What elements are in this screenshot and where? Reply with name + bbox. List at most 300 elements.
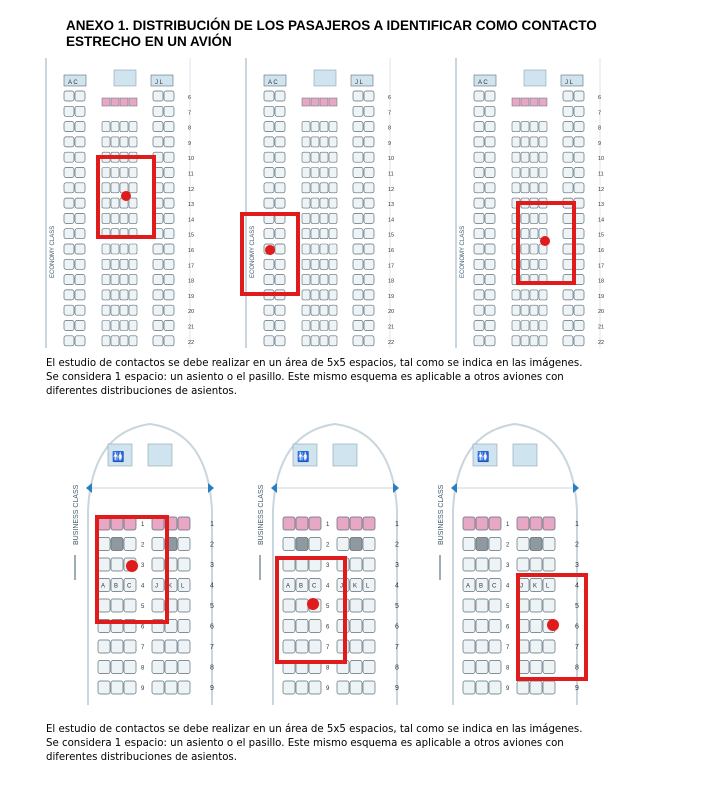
seat (164, 152, 174, 162)
row-number: 3 (210, 562, 214, 569)
seat (530, 168, 538, 178)
row-number-center: 2 (141, 542, 145, 549)
seat (153, 259, 163, 269)
row-number: 10 (598, 156, 605, 163)
seat (153, 91, 163, 101)
seat (485, 244, 495, 254)
seat (178, 517, 190, 530)
row-number: 19 (388, 293, 395, 300)
paragraph-2-line-1: El estudio de contactos se debe realizar en un área de 5x5 espacios, tal como se indica en las imágenes. (46, 724, 583, 735)
seat (320, 183, 328, 193)
header-mid-seat (539, 98, 547, 106)
seat (485, 122, 495, 132)
seat (521, 290, 529, 300)
seat (64, 183, 74, 193)
seat (264, 122, 274, 132)
index-passenger-dot (547, 619, 559, 631)
seat (275, 168, 285, 178)
seat (364, 321, 374, 331)
seat (111, 290, 119, 300)
title-line-2: ESTRECHO EN UN AVIÓN (66, 34, 232, 49)
seat (178, 558, 190, 571)
seat (111, 213, 119, 223)
seat (164, 290, 174, 300)
seat (102, 244, 110, 254)
class-label: BUSINESS CLASS (73, 484, 80, 545)
seat (563, 137, 573, 147)
row-number: 20 (188, 309, 195, 316)
seat (474, 213, 484, 223)
seat (111, 137, 119, 147)
seat (111, 661, 123, 674)
seat (283, 599, 295, 612)
seat (539, 321, 547, 331)
seat (178, 640, 190, 653)
seat (350, 558, 362, 571)
seat (320, 229, 328, 239)
business-seatmap-2 (255, 420, 420, 705)
row-number: 9 (210, 685, 214, 692)
seat (364, 213, 374, 223)
seat (364, 91, 374, 101)
seat (120, 137, 128, 147)
seat (178, 661, 190, 674)
seat (530, 640, 542, 653)
economy-seatmap-1-graphic (40, 58, 210, 348)
index-passenger-dot (121, 191, 131, 201)
seat (153, 290, 163, 300)
row-number: 15 (188, 232, 195, 239)
seat (364, 168, 374, 178)
seat (364, 122, 374, 132)
seat (102, 290, 110, 300)
seat (521, 336, 529, 346)
seat (474, 183, 484, 193)
seat (363, 599, 375, 612)
seat (563, 259, 573, 269)
seat (364, 336, 374, 346)
header-mid-seat (111, 98, 119, 106)
seat (302, 152, 310, 162)
row-number-center: 2 (506, 542, 510, 549)
row-number-center: 8 (506, 665, 510, 672)
seat (102, 198, 110, 208)
seat (124, 681, 136, 694)
seat (152, 558, 164, 571)
seat (275, 198, 285, 208)
seat (574, 152, 584, 162)
seat (539, 290, 547, 300)
header-left-letters: A C (68, 80, 78, 86)
seat (302, 336, 310, 346)
row-number: 6 (598, 95, 602, 101)
seat (64, 137, 74, 147)
seat (111, 275, 119, 285)
seat (275, 152, 285, 162)
seat (264, 336, 274, 346)
seat (521, 321, 529, 331)
seat (64, 168, 74, 178)
seat (275, 91, 285, 101)
seat (152, 661, 164, 674)
seat (75, 305, 85, 315)
seat (350, 681, 362, 694)
galley-icon (524, 70, 546, 86)
seat (64, 305, 74, 315)
economy-seatmap-3 (450, 58, 620, 348)
seat (539, 259, 547, 269)
seat (311, 152, 319, 162)
seat (296, 681, 308, 694)
seat (574, 91, 584, 101)
row-number: 8 (575, 664, 579, 672)
seat (574, 321, 584, 331)
seat (474, 198, 484, 208)
seat (329, 122, 337, 132)
seat (530, 661, 542, 674)
seat (463, 517, 475, 530)
seat (517, 517, 529, 530)
seat (275, 259, 285, 269)
seat (364, 106, 374, 116)
seat (311, 275, 319, 285)
row-number-center: 5 (141, 604, 145, 610)
row-number: 20 (388, 309, 395, 316)
seat (463, 681, 475, 694)
seat (517, 558, 529, 571)
seat (111, 558, 123, 571)
seat (517, 681, 529, 694)
seat-letter: L (181, 583, 185, 590)
seat (485, 198, 495, 208)
seat (275, 106, 285, 116)
row-number: 1 (575, 521, 579, 528)
seat (296, 599, 308, 612)
seat (364, 137, 374, 147)
seat-letter: J (520, 583, 523, 590)
seat (320, 168, 328, 178)
seat (164, 183, 174, 193)
seat (75, 91, 85, 101)
economy-seatmap-2 (240, 58, 410, 348)
seat (512, 122, 520, 132)
row-number: 15 (598, 232, 605, 239)
seat (337, 517, 349, 530)
seat (64, 213, 74, 223)
header-mid-seat (311, 98, 319, 106)
galley-icon (513, 444, 537, 466)
seat (152, 681, 164, 694)
row-number: 8 (188, 125, 192, 132)
row-number: 13 (598, 202, 605, 209)
row-number: 22 (598, 339, 605, 346)
seat (563, 321, 573, 331)
seat (275, 229, 285, 239)
seat (485, 213, 495, 223)
seat (543, 681, 555, 694)
seat (98, 538, 110, 551)
seat (489, 558, 501, 571)
row-number: 13 (188, 202, 195, 209)
row-number: 4 (575, 582, 579, 590)
seat (320, 198, 328, 208)
row-number-center: 2 (326, 542, 330, 549)
header-left-letters: A C (268, 80, 278, 86)
row-number: 19 (188, 293, 195, 300)
seat (124, 599, 136, 612)
business-seatmap-3 (435, 420, 600, 705)
seat (521, 152, 529, 162)
seat (363, 640, 375, 653)
seat (530, 681, 542, 694)
seat (264, 321, 274, 331)
seat (120, 168, 128, 178)
seat (476, 517, 488, 530)
seat (164, 137, 174, 147)
row-number: 7 (210, 644, 214, 651)
galley-icon (314, 70, 336, 86)
row-number-center: 1 (141, 522, 145, 528)
seat (329, 229, 337, 239)
seat (350, 620, 362, 633)
seat (302, 213, 310, 223)
seat (311, 336, 319, 346)
seat (489, 620, 501, 633)
seat (489, 661, 501, 674)
seat (485, 305, 495, 315)
row-number-center: 4 (506, 583, 510, 590)
seat (485, 321, 495, 331)
row-number-center: 6 (326, 624, 330, 631)
row-number-center: 3 (506, 563, 510, 569)
seat (530, 336, 538, 346)
index-passenger-dot (265, 245, 275, 255)
seat-letter: K (533, 583, 538, 590)
row-number-center: 6 (506, 624, 510, 631)
seat (275, 321, 285, 331)
seat (521, 305, 529, 315)
seat (474, 137, 484, 147)
index-passenger-dot (307, 598, 319, 610)
seat (543, 599, 555, 612)
seat (120, 275, 128, 285)
seat (350, 538, 362, 551)
seat (129, 244, 137, 254)
seat (563, 122, 573, 132)
seat (111, 321, 119, 331)
row-number: 11 (598, 171, 604, 178)
seat (275, 275, 285, 285)
seat (311, 290, 319, 300)
seat (264, 229, 274, 239)
seat (485, 290, 495, 300)
seat (463, 538, 475, 551)
header-mid-seat (530, 98, 538, 106)
seat (111, 198, 119, 208)
seat (353, 259, 363, 269)
seat (485, 152, 495, 162)
row-number: 8 (388, 125, 392, 132)
seat (311, 183, 319, 193)
seat (329, 290, 337, 300)
seat (563, 168, 573, 178)
seat (485, 168, 495, 178)
seat (474, 168, 484, 178)
paragraph-2-line-2: Se considera 1 espacio: un asiento o el pasillo. Este mismo esquema es aplicable a otros aviones con (46, 738, 564, 750)
seat (512, 137, 520, 147)
seat (102, 321, 110, 331)
seat-letter: J (340, 583, 343, 590)
seat (124, 661, 136, 674)
seat (521, 122, 529, 132)
seat (563, 91, 573, 101)
seat (539, 305, 547, 315)
row-number: 10 (188, 156, 195, 163)
seat (463, 558, 475, 571)
row-number: 2 (575, 541, 579, 549)
seat (102, 122, 110, 132)
seat (302, 183, 310, 193)
row-number: 6 (575, 623, 579, 631)
seat (530, 321, 538, 331)
seat (363, 538, 375, 551)
seat (512, 168, 520, 178)
seat (474, 290, 484, 300)
seat (120, 336, 128, 346)
seat-letter: C (312, 583, 317, 590)
row-number: 11 (388, 171, 394, 178)
row-number: 9 (388, 140, 392, 147)
row-number: 1 (210, 521, 214, 528)
seat (129, 183, 137, 193)
seat-letter: A (466, 583, 471, 590)
seat (563, 183, 573, 193)
seat (178, 538, 190, 551)
row-number: 8 (598, 125, 602, 132)
seat (463, 599, 475, 612)
seat (264, 305, 274, 315)
seat (153, 106, 163, 116)
seat (111, 168, 119, 178)
seat (485, 91, 495, 101)
seat (283, 538, 295, 551)
seat (64, 122, 74, 132)
seat (320, 275, 328, 285)
economy-seatmap-2-graphic (240, 58, 410, 348)
seat (329, 275, 337, 285)
seat (353, 183, 363, 193)
seat (102, 168, 110, 178)
seat (489, 517, 501, 530)
seat (476, 599, 488, 612)
seat (530, 558, 542, 571)
seat (129, 259, 137, 269)
seat (329, 213, 337, 223)
row-number-center: 3 (326, 563, 330, 569)
seat (152, 538, 164, 551)
document-title (66, 18, 666, 50)
row-number: 21 (388, 324, 395, 331)
seat (463, 620, 475, 633)
seat (164, 305, 174, 315)
row-number: 9 (598, 140, 602, 147)
seat (75, 106, 85, 116)
seat (364, 152, 374, 162)
row-number-center: 6 (141, 624, 145, 631)
seat (530, 137, 538, 147)
seat (363, 661, 375, 674)
seat (521, 168, 529, 178)
seat (165, 640, 177, 653)
seat (476, 681, 488, 694)
row-number: 21 (188, 324, 195, 331)
seat (530, 213, 538, 223)
seat (75, 198, 85, 208)
seat (98, 599, 110, 612)
seat (320, 336, 328, 346)
seat (75, 321, 85, 331)
seat (543, 517, 555, 530)
seat (102, 213, 110, 223)
seat (521, 213, 529, 223)
seat (364, 229, 374, 239)
seat (111, 538, 123, 551)
seat (563, 336, 573, 346)
seat (320, 305, 328, 315)
row-number: 6 (188, 95, 192, 101)
seat (309, 681, 321, 694)
seat (311, 198, 319, 208)
seat (543, 661, 555, 674)
seat (530, 122, 538, 132)
seat (264, 152, 274, 162)
seat (153, 305, 163, 315)
seat (129, 137, 137, 147)
seat (329, 336, 337, 346)
row-number-center: 4 (326, 583, 330, 590)
seat (264, 137, 274, 147)
seat (152, 579, 164, 592)
seat (530, 152, 538, 162)
seat (75, 213, 85, 223)
row-number: 7 (388, 110, 392, 117)
seat (64, 91, 74, 101)
row-number-center: 8 (141, 665, 145, 672)
seat (75, 137, 85, 147)
seat (539, 152, 547, 162)
seat (320, 259, 328, 269)
seat (111, 259, 119, 269)
seat (98, 661, 110, 674)
seat (64, 106, 74, 116)
seat (512, 305, 520, 315)
seat (463, 640, 475, 653)
seat (165, 661, 177, 674)
row-number-center: 4 (141, 583, 145, 590)
seat (353, 91, 363, 101)
seat (364, 198, 374, 208)
seat (364, 183, 374, 193)
seat (353, 244, 363, 254)
row-number: 12 (188, 186, 195, 193)
row-number: 10 (388, 156, 395, 163)
seat (264, 275, 274, 285)
seat-letter: J (155, 583, 158, 590)
seat (574, 183, 584, 193)
economy-seatmap-1 (40, 58, 210, 348)
seat (574, 336, 584, 346)
seat (311, 305, 319, 315)
